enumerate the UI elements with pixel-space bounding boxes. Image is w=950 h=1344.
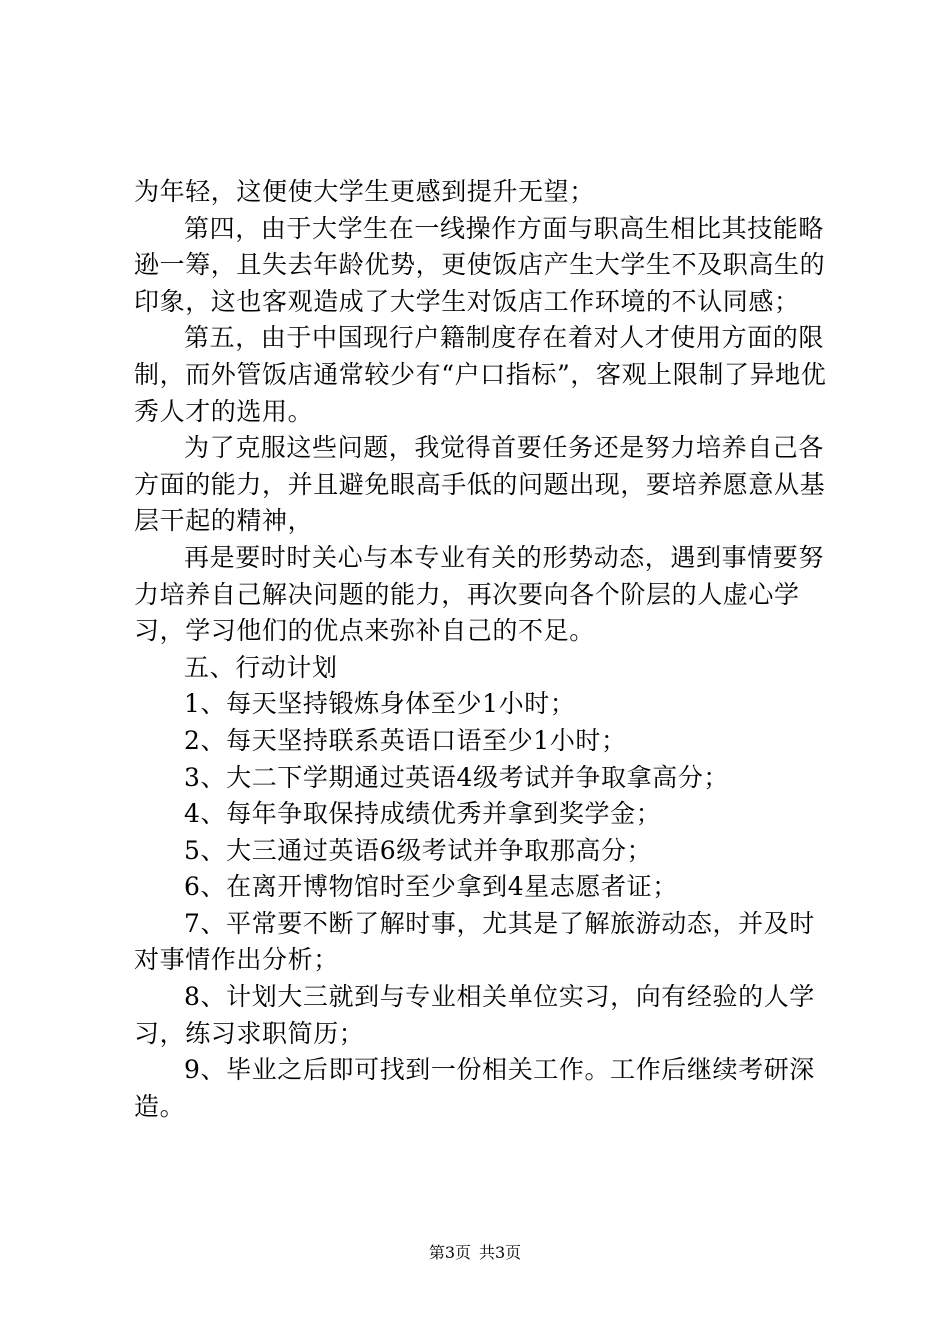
page-footer bbox=[0, 1243, 950, 1263]
plan-item-5: 5、大三通过英语6级考试并争取那高分； bbox=[184, 835, 653, 865]
page-number: 第3页 bbox=[428, 1243, 471, 1262]
paragraph-fifth-reason: 第五，由于中国现行户籍制度存在着对人才使用方面的限制，而外管饭店通常较少有“户口指标”，客观上限制了异地优秀人才的选用。 bbox=[134, 323, 827, 426]
paragraph-solution: 为了克服这些问题，我觉得首要任务还是努力培养自己各方面的能力，并且避免眼高手低的问题出现，要培养愿意从基层干起的精神， bbox=[134, 433, 826, 536]
section-heading-action-plan: 五、行动计划 bbox=[184, 652, 338, 682]
plan-item-3: 3、大二下学期通过英语4级考试并争取拿高分； bbox=[184, 762, 730, 792]
plan-item-9: 9、毕业之后即可找到一份相关工作。工作后继续考研深造。 bbox=[134, 1055, 815, 1121]
paragraph-further-solution: 再是要时时关心与本专业有关的形势动态，遇到事情要努力培养自己解决问题的能力，再次要向各个阶层的人虚心学习，学习他们的优点来弥补自己的不足。 bbox=[134, 542, 825, 646]
paragraph-continuation: 为年轻，这便使大学生更感到提升无望； bbox=[134, 177, 595, 206]
plan-item-7: 7、平常要不断了解时事，尤其是了解旅游动态，并及时对事情作出分析； bbox=[134, 908, 815, 975]
plan-item-2: 2、每天坚持联系英语口语至少1小时； bbox=[184, 725, 627, 755]
paragraph-fourth-reason: 第四，由于大学生在一线操作方面与职高生相比其技能略逊一筹，且失去年龄优势，更使饭店产生大学生不及职高生的印象，这也客观造成了大学生对饭店工作环境的不认同感； bbox=[134, 213, 826, 316]
plan-item-4: 4、每年争取保持成绩优秀并拿到奖学金； bbox=[184, 799, 662, 829]
plan-item-6: 6、在离开博物馆时至少拿到4星志愿者证； bbox=[184, 872, 678, 902]
document-body bbox=[134, 174, 839, 1125]
page-total: 共3页 bbox=[479, 1243, 522, 1262]
plan-item-1: 1、每天坚持锻炼身体至少1小时； bbox=[184, 689, 576, 719]
plan-item-8: 8、计划大三就到与专业相关单位实习，向有经验的人学习，练习求职简历； bbox=[134, 982, 815, 1048]
